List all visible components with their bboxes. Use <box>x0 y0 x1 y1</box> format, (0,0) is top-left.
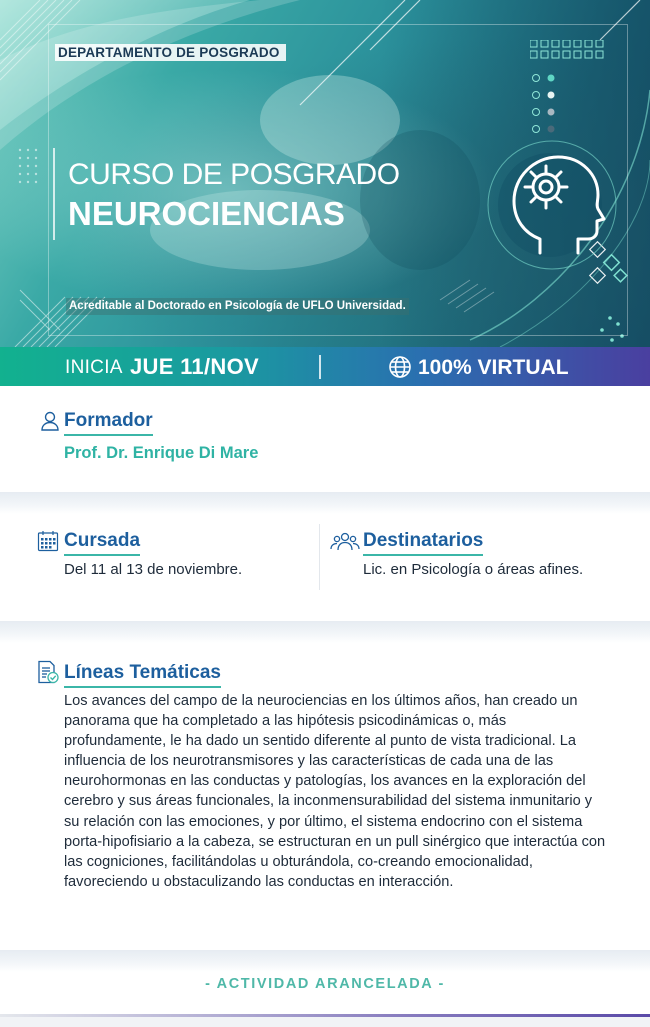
formador-name: Prof. Dr. Enrique Di Mare <box>64 444 259 462</box>
band-divider <box>319 355 321 379</box>
globe-icon <box>388 355 412 379</box>
course-kicker: CURSO DE POSGRADO <box>68 158 400 191</box>
section-separator <box>0 621 650 643</box>
decorative-grid-icon <box>530 40 610 140</box>
column-divider <box>319 524 320 590</box>
head-gear-icon <box>480 135 630 285</box>
section-separator <box>0 492 650 514</box>
document-check-icon <box>37 660 59 684</box>
start-label: INICIA <box>65 357 123 378</box>
lineas-body: Los avances del campo de la neurociencias en los últimos años, han creado un panorama que ha completado a las hipótesis psicodinámicas o, más profundamente, le ha dado un sentido diferente al punto de vista tradicional. La influencia de los neurotransmisores y las características de cada una de las neurohormonas en las conductas y patologías, los avances en la exploración del cerebro y sus áreas funcionales, la inconmensurabilidad del sistema inmunitario y su relación con las emociones, y por último, el sistema endocrino con el sistema porta-hipofisiario a la cabeza, se estructuran en un pull sinérgico que interactúa con las cogniciones, facilitándolas u obturándola, co-creando emocionalidad, favoreciendo u obstaculizando las conductas en interacción. <box>64 693 606 890</box>
destinatarios-text: Lic. en Psicología o áreas afines. <box>363 561 584 578</box>
cursada-heading: Cursada <box>64 530 140 556</box>
calendar-icon <box>37 530 59 552</box>
cursada-text: Del 11 al 13 de noviembre. <box>64 561 243 578</box>
department-label: DEPARTAMENTO DE POSGRADO <box>55 44 286 61</box>
group-icon <box>330 531 360 551</box>
accreditation-note: Acreditable al Doctorado en Psicología de UFLO Universidad. <box>66 298 409 315</box>
info-band <box>0 347 650 386</box>
destinatarios-heading: Destinatarios <box>363 530 483 556</box>
course-title: NEUROCIENCIAS <box>68 195 345 232</box>
person-icon <box>40 410 60 432</box>
start-date: JUE 11/NOV <box>130 354 259 379</box>
section-separator <box>0 950 650 972</box>
lineas-heading: Líneas Temáticas <box>64 662 221 688</box>
hero-banner <box>0 0 650 347</box>
formador-heading: Formador <box>64 410 153 436</box>
modality-label: 100% VIRTUAL <box>418 356 569 379</box>
title-accent-bar <box>53 148 55 240</box>
footer-note: - ACTIVIDAD ARANCELADA - <box>205 976 445 992</box>
bottom-fade <box>0 1017 650 1027</box>
